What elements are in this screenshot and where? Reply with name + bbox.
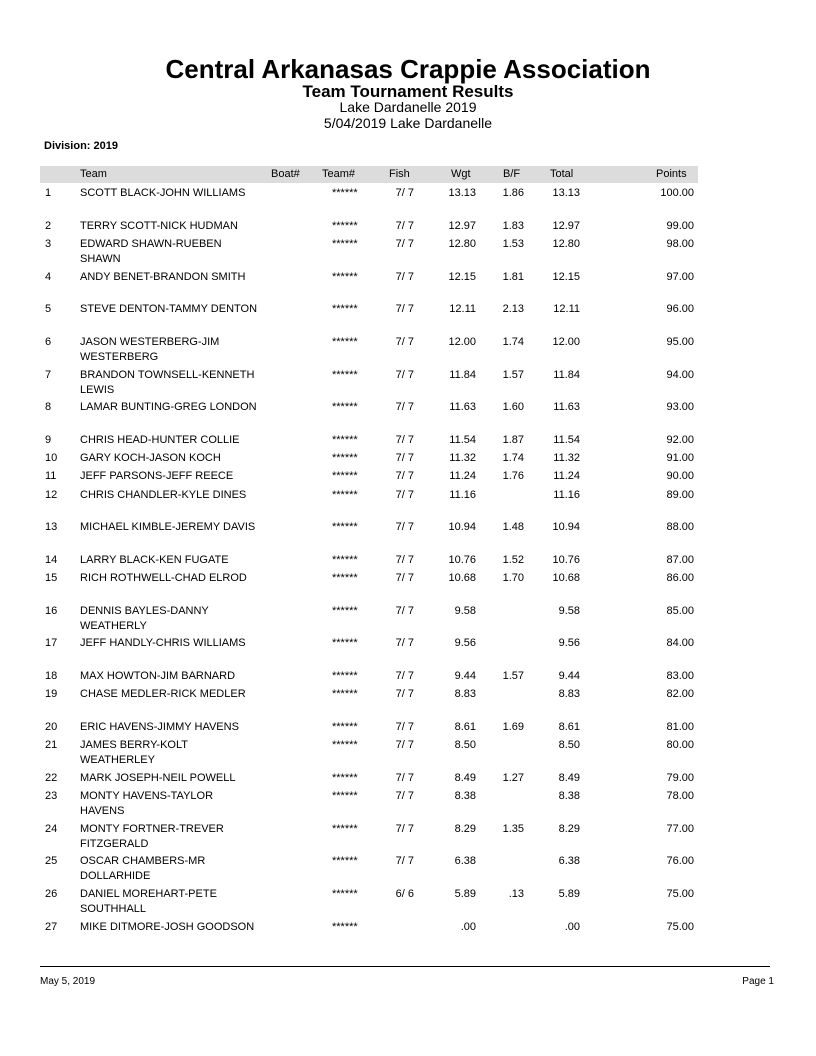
cell-wgt: 8.29 [454, 823, 476, 835]
event-date: 5/04/2019 Lake Dardanelle [323, 115, 493, 131]
cell-bf: 1.48 [502, 521, 524, 533]
header-boat: Boat# [271, 168, 300, 180]
footer-date: May 5, 2019 [40, 976, 96, 987]
cell-teamno: ****** [332, 637, 358, 649]
cell-total: 12.15 [552, 271, 580, 283]
cell-wgt: 8.50 [454, 739, 476, 751]
cell-teamno: ****** [332, 721, 358, 733]
cell-team: MARK JOSEPH-NEIL POWELL [80, 772, 236, 784]
cell-teamno: ****** [332, 790, 358, 802]
cell-team: ERIC HAVENS-JIMMY HAVENS [80, 721, 239, 733]
cell-teamno: ****** [332, 369, 358, 381]
cell-points: 99.00 [666, 220, 694, 232]
cell-team: DENNIS BAYLES-DANNY WEATHERLY [80, 605, 209, 632]
cell-fish: 7/ 7 [395, 521, 414, 533]
cell-bf: 1.74 [502, 452, 524, 464]
cell-place: 8 [45, 401, 52, 413]
header-bf: B/F [503, 168, 521, 180]
cell-total: 12.80 [552, 238, 580, 250]
cell-wgt: 8.38 [454, 790, 476, 802]
cell-total: 6.38 [558, 855, 580, 867]
cell-fish: 7/ 7 [395, 401, 414, 413]
cell-bf: 1.81 [502, 271, 524, 283]
cell-fish: 7/ 7 [395, 688, 414, 700]
cell-place: 2 [45, 220, 52, 232]
report-title: Central Arkanasas Crappie Association [165, 54, 651, 84]
cell-wgt: .00 [460, 921, 476, 933]
division-label: Division: 2019 [44, 140, 118, 152]
cell-teamno: ****** [332, 187, 358, 199]
cell-fish: 7/ 7 [395, 739, 414, 751]
cell-points: 79.00 [666, 772, 694, 784]
cell-wgt: 5.89 [454, 888, 476, 900]
cell-place: 11 [45, 470, 57, 482]
cell-total: 11.63 [553, 401, 580, 413]
cell-points: 92.00 [666, 434, 694, 446]
cell-total: .00 [564, 921, 580, 933]
cell-team: EDWARD SHAWN-RUEBEN SHAWN [80, 238, 222, 265]
cell-bf: 2.13 [502, 303, 524, 315]
cell-total: 11.84 [553, 369, 580, 381]
cell-wgt: 8.49 [454, 772, 476, 784]
cell-teamno: ****** [332, 238, 358, 250]
cell-teamno: ****** [332, 434, 358, 446]
cell-place: 26 [45, 888, 58, 900]
cell-total: 9.56 [558, 637, 580, 649]
cell-teamno: ****** [332, 401, 358, 413]
cell-team: JEFF PARSONS-JEFF REECE [80, 470, 234, 482]
cell-bf: 1.57 [502, 670, 524, 682]
cell-points: 91.00 [666, 452, 694, 464]
cell-wgt: 9.44 [454, 670, 476, 682]
cell-bf: 1.69 [502, 721, 524, 733]
cell-place: 9 [45, 434, 52, 446]
cell-total: 8.49 [558, 772, 580, 784]
cell-place: 21 [45, 739, 58, 751]
cell-team: SCOTT BLACK-JOHN WILLIAMS [80, 187, 246, 199]
footer-page-number: Page 1 [742, 976, 774, 987]
cell-place: 18 [45, 670, 58, 682]
cell-team: OSCAR CHAMBERS-MR DOLLARHIDE [80, 855, 206, 882]
cell-place: 17 [45, 637, 58, 649]
cell-total: 13.13 [552, 187, 580, 199]
cell-wgt: 11.54 [449, 434, 476, 446]
cell-points: 81.00 [666, 721, 694, 733]
cell-bf: .13 [508, 888, 524, 900]
cell-points: 88.00 [666, 521, 694, 533]
cell-teamno: ****** [332, 470, 358, 482]
cell-total: 8.38 [558, 790, 580, 802]
cell-team: MIKE DITMORE-JOSH GOODSON [80, 921, 255, 933]
cell-place: 27 [45, 921, 58, 933]
cell-wgt: 6.38 [454, 855, 476, 867]
cell-wgt: 8.61 [454, 721, 476, 733]
cell-bf: 1.74 [502, 336, 524, 348]
cell-teamno: ****** [332, 489, 358, 501]
cell-teamno: ****** [332, 303, 358, 315]
header-fish: Fish [389, 168, 410, 180]
cell-total: 8.61 [558, 721, 580, 733]
cell-points: 87.00 [666, 554, 694, 566]
cell-bf: 1.35 [502, 823, 524, 835]
cell-total: 9.58 [558, 605, 580, 617]
cell-team: DANIEL MOREHART-PETE SOUTHHALL [80, 888, 217, 915]
cell-total: 12.11 [553, 303, 580, 315]
cell-teamno: ****** [332, 521, 358, 533]
cell-fish: 7/ 7 [395, 434, 414, 446]
cell-place: 22 [45, 772, 58, 784]
cell-total: 8.83 [558, 688, 580, 700]
cell-fish: 7/ 7 [395, 336, 414, 348]
cell-points: 90.00 [666, 470, 694, 482]
cell-team: MICHAEL KIMBLE-JEREMY DAVIS [80, 521, 256, 533]
cell-place: 14 [45, 554, 58, 566]
cell-team: BRANDON TOWNSELL-KENNETH LEWIS [80, 369, 255, 396]
cell-wgt: 9.56 [454, 637, 476, 649]
cell-fish: 7/ 7 [395, 470, 414, 482]
cell-points: 82.00 [666, 688, 694, 700]
cell-wgt: 11.16 [449, 489, 476, 501]
cell-points: 97.00 [666, 271, 694, 283]
cell-teamno: ****** [332, 739, 358, 751]
cell-fish: 7/ 7 [395, 721, 414, 733]
cell-wgt: 10.68 [448, 572, 476, 584]
cell-points: 83.00 [666, 670, 694, 682]
header-total: Total [550, 168, 574, 180]
cell-fish: 7/ 7 [395, 605, 414, 617]
cell-wgt: 9.58 [454, 605, 476, 617]
cell-wgt: 13.13 [448, 187, 476, 199]
cell-place: 20 [45, 721, 58, 733]
cell-bf: 1.60 [502, 401, 524, 413]
cell-wgt: 10.76 [448, 554, 476, 566]
cell-bf: 1.70 [502, 572, 524, 584]
cell-wgt: 11.84 [449, 369, 476, 381]
cell-team: TERRY SCOTT-NICK HUDMAN [80, 220, 238, 232]
cell-wgt: 8.83 [454, 688, 476, 700]
header-teamno: Team# [322, 168, 356, 180]
cell-place: 15 [45, 572, 58, 584]
cell-teamno: ****** [332, 452, 358, 464]
cell-team: MONTY FORTNER-TREVER FITZGERALD [80, 823, 224, 850]
cell-points: 85.00 [666, 605, 694, 617]
cell-teamno: ****** [332, 220, 358, 232]
cell-wgt: 12.97 [448, 220, 476, 232]
cell-fish: 7/ 7 [395, 369, 414, 381]
cell-fish: 7/ 7 [395, 855, 414, 867]
cell-place: 10 [45, 452, 58, 464]
cell-teamno: ****** [332, 554, 358, 566]
cell-teamno: ****** [332, 688, 358, 700]
cell-fish: 7/ 7 [395, 489, 414, 501]
cell-place: 16 [45, 605, 58, 617]
cell-teamno: ****** [332, 888, 358, 900]
cell-fish: 6/ 6 [395, 888, 414, 900]
cell-fish: 7/ 7 [395, 303, 414, 315]
cell-wgt: 10.94 [448, 521, 476, 533]
cell-teamno: ****** [332, 271, 358, 283]
cell-team: CHRIS CHANDLER-KYLE DINES [80, 489, 247, 501]
cell-team: CHRIS HEAD-HUNTER COLLIE [80, 434, 240, 446]
cell-total: 12.97 [552, 220, 580, 232]
cell-teamno: ****** [332, 855, 358, 867]
cell-team: STEVE DENTON-TAMMY DENTON [80, 303, 258, 315]
cell-points: 94.00 [666, 369, 694, 381]
cell-total: 8.29 [558, 823, 580, 835]
cell-teamno: ****** [332, 823, 358, 835]
lake-year: Lake Dardanelle 2019 [339, 99, 477, 115]
cell-team: CHASE MEDLER-RICK MEDLER [80, 688, 246, 700]
cell-points: 89.00 [666, 489, 694, 501]
cell-wgt: 11.24 [449, 470, 476, 482]
cell-place: 13 [45, 521, 58, 533]
cell-fish: 7/ 7 [395, 823, 414, 835]
cell-team: ANDY BENET-BRANDON SMITH [80, 271, 246, 283]
cell-fish: 7/ 7 [395, 637, 414, 649]
cell-total: 11.32 [553, 452, 580, 464]
cell-team: JAMES BERRY-KOLT WEATHERLEY [80, 739, 188, 766]
cell-total: 8.50 [558, 739, 580, 751]
cell-total: 11.54 [553, 434, 580, 446]
cell-wgt: 11.32 [449, 452, 476, 464]
cell-place: 23 [45, 790, 58, 802]
header-wgt: Wgt [451, 168, 471, 180]
cell-fish: 7/ 7 [395, 670, 414, 682]
cell-place: 7 [45, 369, 52, 381]
cell-team: LARRY BLACK-KEN FUGATE [80, 554, 229, 566]
cell-points: 76.00 [666, 855, 694, 867]
cell-total: 10.68 [552, 572, 580, 584]
cell-bf: 1.83 [502, 220, 524, 232]
cell-bf: 1.87 [502, 434, 524, 446]
cell-place: 1 [45, 187, 52, 199]
cell-place: 4 [45, 271, 52, 283]
cell-wgt: 12.80 [448, 238, 476, 250]
cell-fish: 7/ 7 [395, 452, 414, 464]
cell-points: 96.00 [666, 303, 694, 315]
cell-total: 11.16 [553, 489, 580, 501]
header-points: Points [656, 168, 687, 180]
cell-teamno: ****** [332, 572, 358, 584]
cell-points: 95.00 [666, 336, 694, 348]
cell-points: 75.00 [666, 888, 694, 900]
cell-teamno: ****** [332, 772, 358, 784]
cell-fish: 7/ 7 [395, 220, 414, 232]
cell-total: 9.44 [558, 670, 580, 682]
cell-points: 84.00 [666, 637, 694, 649]
cell-total: 5.89 [558, 888, 580, 900]
cell-bf: 1.52 [502, 554, 524, 566]
cell-points: 75.00 [666, 921, 694, 933]
cell-fish: 7/ 7 [395, 572, 414, 584]
cell-wgt: 12.11 [449, 303, 476, 315]
cell-team: JEFF HANDLY-CHRIS WILLIAMS [80, 637, 246, 649]
cell-wgt: 12.00 [448, 336, 476, 348]
cell-teamno: ****** [332, 605, 358, 617]
cell-team: GARY KOCH-JASON KOCH [80, 452, 221, 464]
cell-place: 3 [45, 238, 52, 250]
cell-fish: 7/ 7 [395, 271, 414, 283]
footer-divider [40, 966, 770, 967]
header-team: Team [80, 168, 107, 180]
cell-points: 86.00 [666, 572, 694, 584]
cell-team: MAX HOWTON-JIM BARNARD [80, 670, 236, 682]
cell-points: 78.00 [666, 790, 694, 802]
cell-team: MONTY HAVENS-TAYLOR HAVENS [80, 790, 214, 817]
cell-bf: 1.27 [502, 772, 524, 784]
cell-place: 6 [45, 336, 52, 348]
cell-bf: 1.86 [502, 187, 524, 199]
cell-place: 5 [45, 303, 52, 315]
report-subtitle: Team Tournament Results [302, 82, 514, 101]
cell-points: 98.00 [666, 238, 694, 250]
table-header [40, 166, 698, 183]
cell-points: 93.00 [666, 401, 694, 413]
cell-total: 10.76 [552, 554, 580, 566]
cell-teamno: ****** [332, 670, 358, 682]
cell-place: 24 [45, 823, 58, 835]
cell-place: 19 [45, 688, 58, 700]
cell-points: 77.00 [666, 823, 694, 835]
cell-points: 80.00 [666, 739, 694, 751]
cell-total: 10.94 [552, 521, 580, 533]
cell-total: 11.24 [553, 470, 580, 482]
cell-fish: 7/ 7 [395, 554, 414, 566]
cell-place: 12 [45, 489, 58, 501]
cell-wgt: 11.63 [449, 401, 476, 413]
cell-wgt: 12.15 [448, 271, 476, 283]
cell-bf: 1.53 [502, 238, 524, 250]
cell-fish: 7/ 7 [395, 238, 414, 250]
cell-team: LAMAR BUNTING-GREG LONDON [80, 401, 257, 413]
cell-teamno: ****** [332, 336, 358, 348]
cell-place: 25 [45, 855, 58, 867]
cell-bf: 1.76 [502, 470, 524, 482]
cell-bf: 1.57 [502, 369, 524, 381]
cell-fish: 7/ 7 [395, 187, 414, 199]
cell-fish: 7/ 7 [395, 772, 414, 784]
cell-teamno: ****** [332, 921, 358, 933]
cell-total: 12.00 [552, 336, 580, 348]
cell-team: RICH ROTHWELL-CHAD ELROD [80, 572, 247, 584]
cell-fish: 7/ 7 [395, 790, 414, 802]
cell-points: 100.00 [660, 187, 694, 199]
cell-team: JASON WESTERBERG-JIM WESTERBERG [80, 336, 220, 363]
